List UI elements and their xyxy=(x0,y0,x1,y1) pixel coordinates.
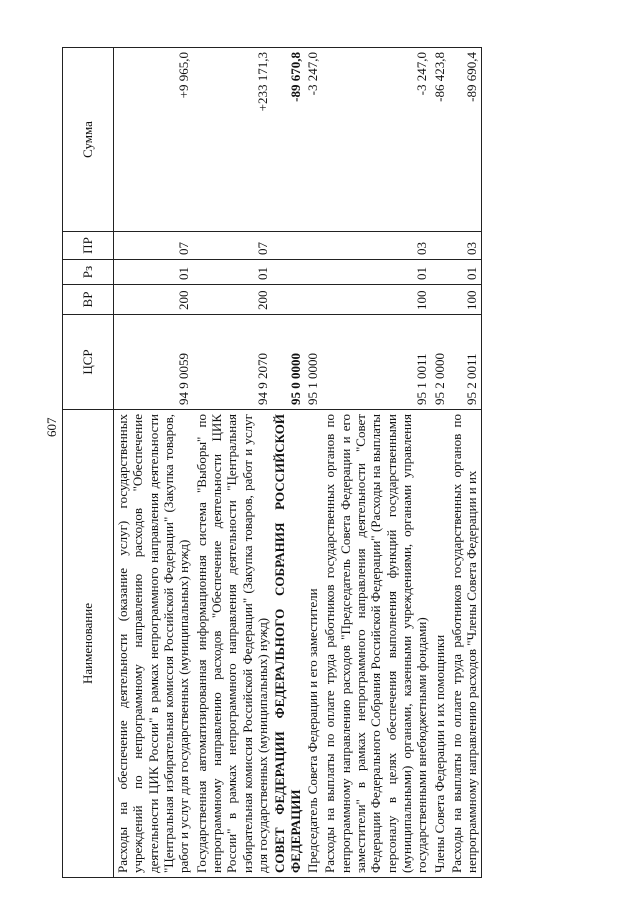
table-row xyxy=(448,48,481,878)
header-rz: Рз xyxy=(63,260,114,285)
row-rz xyxy=(304,260,321,285)
table-row xyxy=(321,48,430,878)
row-sum: +9 965,0 xyxy=(114,48,193,232)
row-csr: 95 2 0011 xyxy=(448,315,481,410)
row-sum: -86 423,8 xyxy=(431,48,448,232)
row-csr: 94 9 2070 xyxy=(193,315,272,410)
row-vr: 100 xyxy=(448,285,481,315)
row-sum: -3 247,0 xyxy=(321,48,430,232)
row-sum: -89 690,4 xyxy=(448,48,481,232)
rotated-page xyxy=(62,48,592,878)
row-name: Расходы на обеспечение деятельности (оказание услуг) государственных учреждений по непрограммному направлению расходов "Обеспечение деятельности ЦИК России" в рамках непрограммного направления деятельности "Центральная избирательная комиссия Российской Федерации" (Закупка товаров, работ и услуг для государственных (муниципальных) нужд) xyxy=(114,410,193,878)
row-rz xyxy=(431,260,448,285)
header-pr: ПР xyxy=(63,232,114,260)
row-rz: 01 xyxy=(321,260,430,285)
row-vr: 200 xyxy=(114,285,193,315)
row-vr xyxy=(271,285,304,315)
header-vr: ВР xyxy=(63,285,114,315)
row-vr: 100 xyxy=(321,285,430,315)
page-number: 607 xyxy=(44,417,59,437)
row-csr: 95 1 0000 xyxy=(304,315,321,410)
row-vr xyxy=(304,285,321,315)
row-csr: 94 9 0059 xyxy=(114,315,193,410)
row-pr: 07 xyxy=(193,232,272,260)
row-sum: -3 247,0 xyxy=(304,48,321,232)
row-name: Государственная автоматизированная информационная система "Выборы" по непрограммному направлению расходов "Обеспечение деятельности ЦИК России" в рамках непрограммного направления деятельности "Центральная избирательная комиссия Российской Федерации" (Закупка товаров, работ и услуг для государственных (муниципальных) нужд) xyxy=(193,410,272,878)
row-csr: 95 1 0011 xyxy=(321,315,430,410)
row-vr xyxy=(431,285,448,315)
row-csr: 95 0 0000 xyxy=(271,315,304,410)
row-name: Члены Совета Федерации и их помощники xyxy=(431,410,448,878)
table-row xyxy=(431,48,448,878)
table-row xyxy=(114,48,193,878)
row-rz xyxy=(271,260,304,285)
table-row xyxy=(193,48,272,878)
row-rz: 01 xyxy=(193,260,272,285)
row-name: СОВЕТ ФЕДЕРАЦИИ ФЕДЕРАЛЬНОГО СОБРАНИЯ РОССИЙСКОЙ ФЕДЕРАЦИИ xyxy=(271,410,304,878)
row-csr: 95 2 0000 xyxy=(431,315,448,410)
table-row xyxy=(271,48,304,878)
row-pr: 03 xyxy=(321,232,430,260)
row-sum: -89 670,8 xyxy=(271,48,304,232)
row-name: Расходы на выплаты по оплате труда работников государственных органов по непрограммному направлению расходов "Члены Совета Федерации и их xyxy=(448,410,481,878)
row-rz: 01 xyxy=(114,260,193,285)
row-pr xyxy=(271,232,304,260)
row-rz: 01 xyxy=(448,260,481,285)
row-name: Председатель Совета Федерации и его заместители xyxy=(304,410,321,878)
row-pr xyxy=(431,232,448,260)
row-pr xyxy=(304,232,321,260)
row-vr: 200 xyxy=(193,285,272,315)
row-pr: 03 xyxy=(448,232,481,260)
budget-table xyxy=(62,47,482,878)
header-sum: Сумма xyxy=(63,48,114,232)
header-csr: ЦСР xyxy=(63,315,114,410)
row-sum: +233 171,3 xyxy=(193,48,272,232)
table-row xyxy=(304,48,321,878)
header-name: Наименование xyxy=(63,410,114,878)
row-name: Расходы на выплаты по оплате труда работников государственных органов по непрограммному направлению расходов "Председатель Совета Федерации и его заместители" в рамках непрограммного направления деятельности "Совет Федерации Федерального Собрания Российской Федерации" (Расходы на выплаты персоналу в целях обеспечения выполнения функций государственными (муниципальными) органами, казенными учреждениями, органами управления государственными внебюджетными фондами) xyxy=(321,410,430,878)
table-header-row xyxy=(63,48,114,878)
row-pr: 07 xyxy=(114,232,193,260)
